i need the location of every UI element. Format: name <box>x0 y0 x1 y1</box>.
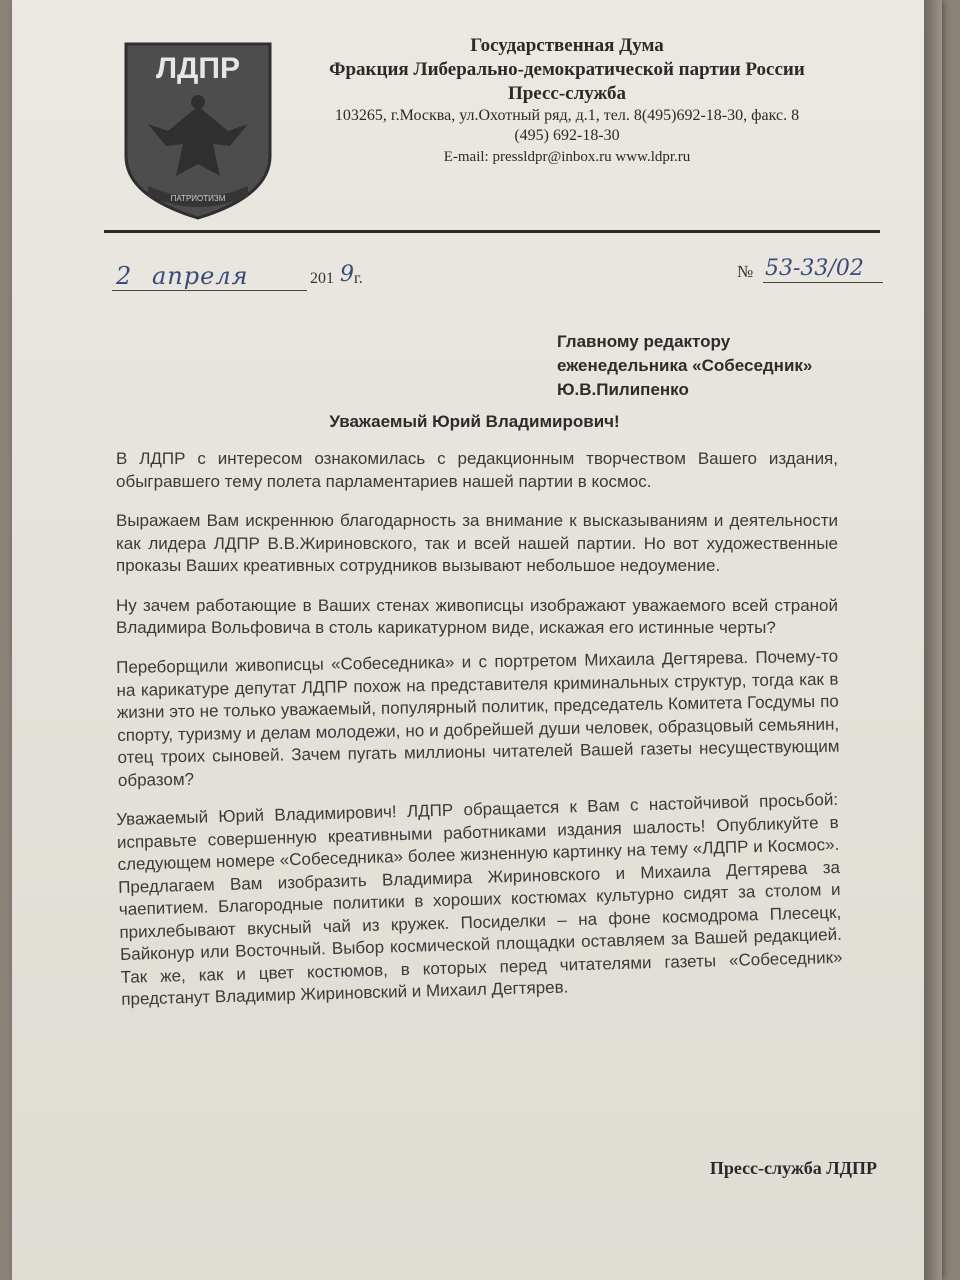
address-line: 103265, г.Москва, ул.Охотный ряд, д.1, тел. 8(495)692-18-30, факс. 8 <box>334 107 800 124</box>
date-underline <box>112 290 307 291</box>
letterhead-divider <box>104 230 880 233</box>
signature: Пресс-служба ЛДПР <box>709 1158 877 1178</box>
date-year-digit: 9 <box>340 262 354 287</box>
letter-page <box>12 0 942 1280</box>
faction-name: Фракция Либерально-демократической партии России <box>329 59 805 80</box>
number-underline <box>763 282 883 283</box>
letterhead <box>302 34 832 168</box>
email-line: E-mail: pressldpr@inbox.ru www.ldpr.ru <box>443 149 691 165</box>
addressee-block <box>557 330 897 402</box>
letter-number <box>737 256 897 290</box>
date-year-prefix: 201 <box>310 270 334 287</box>
org-name: Государственная Дума <box>470 35 664 56</box>
number-sign: № <box>737 262 754 281</box>
body-paragraph: Ну зачем работающие в Ваших стенах живописцы изображают уважаемого всей страной Владимира Вольфовича в столь карикатурном виде, искажая его истинные черты? <box>116 595 838 637</box>
logo-ribbon-text: ПАТРИОТИЗМ <box>170 194 226 203</box>
department-name: Пресс-служба <box>507 83 627 104</box>
number-value: 53-33/02 <box>765 256 864 281</box>
eagle-head-icon <box>191 95 205 109</box>
date-suffix: г. <box>354 270 363 287</box>
letter-date <box>112 262 392 296</box>
fax-line: (495) 692-18-30 <box>514 127 620 144</box>
salutation: Уважаемый Юрий Владимирович! <box>329 412 620 431</box>
letter-body <box>116 448 843 1028</box>
addressee-line: Ю.В.Пилипенко <box>557 380 689 399</box>
body-paragraph: Уважаемый Юрий Владимирович! ЛДПР обращается к Вам с настойчивой просьбой: исправьте совершенную креативными работниками издания шалость! Опубликуйте в следующем номере «Собеседника» более жизненную картинку на тему «ЛДПР и Космос». Предлагаем Вам изобразить Владимира Жириновского и Михаила Дегтярева за чаепитием. Благородные политики в хороших костюмах культурно сидят за столом и прихлебывают вкусный чай из кружек. Посиделки – на фоне космодрома Плесецк, Байконур или Восточный. Выбор космической площадки оставляем за Вашей редакцией. Так же, как и цвет костюмов, в которых перед читателями газеты «Собеседник» предстанут Владимир Жириновский и Михаил Дегтярев. <box>116 789 843 1009</box>
logo-text: ЛДПР <box>156 52 240 85</box>
addressee-line: Главному редактору <box>557 332 731 351</box>
body-paragraph: Выражаем Вам искреннюю благодарность за внимание к высказываниям и деятельности как лидера ЛДПР В.В.Жириновского, так и всей нашей партии. Но вот художественные проказы Ваших креативных сотрудников вызывают небольшое недоумение. <box>116 511 838 575</box>
paper-edge <box>924 0 942 1280</box>
body-paragraph: Переборщили живописцы «Собеседника» и с портретом Михаила Дегтярева. Почему-то на карикатуре депутат ЛДПР похож на представителя криминальных структур, тогда как в жизни это не только уважаемый, популярный политик, председатель Комитета Госдумы по спорту, туризму и делам молодежи, но и добрейшей души человек, образцовый семьянин, отец троих сыновей. Зачем пугать миллионы читателей Вашей газеты несуществующим образом? <box>116 646 840 789</box>
date-day: 2 <box>116 262 132 290</box>
ldpr-logo <box>108 36 288 221</box>
body-paragraph: В ЛДПР с интересом ознакомилась с редакционным творчеством Вашего издания, обыгравшего тему полета парламентариев нашей партии в космос. <box>116 449 838 491</box>
date-month: апреля <box>152 262 249 290</box>
addressee-line: еженедельника «Собеседник» <box>557 356 813 375</box>
